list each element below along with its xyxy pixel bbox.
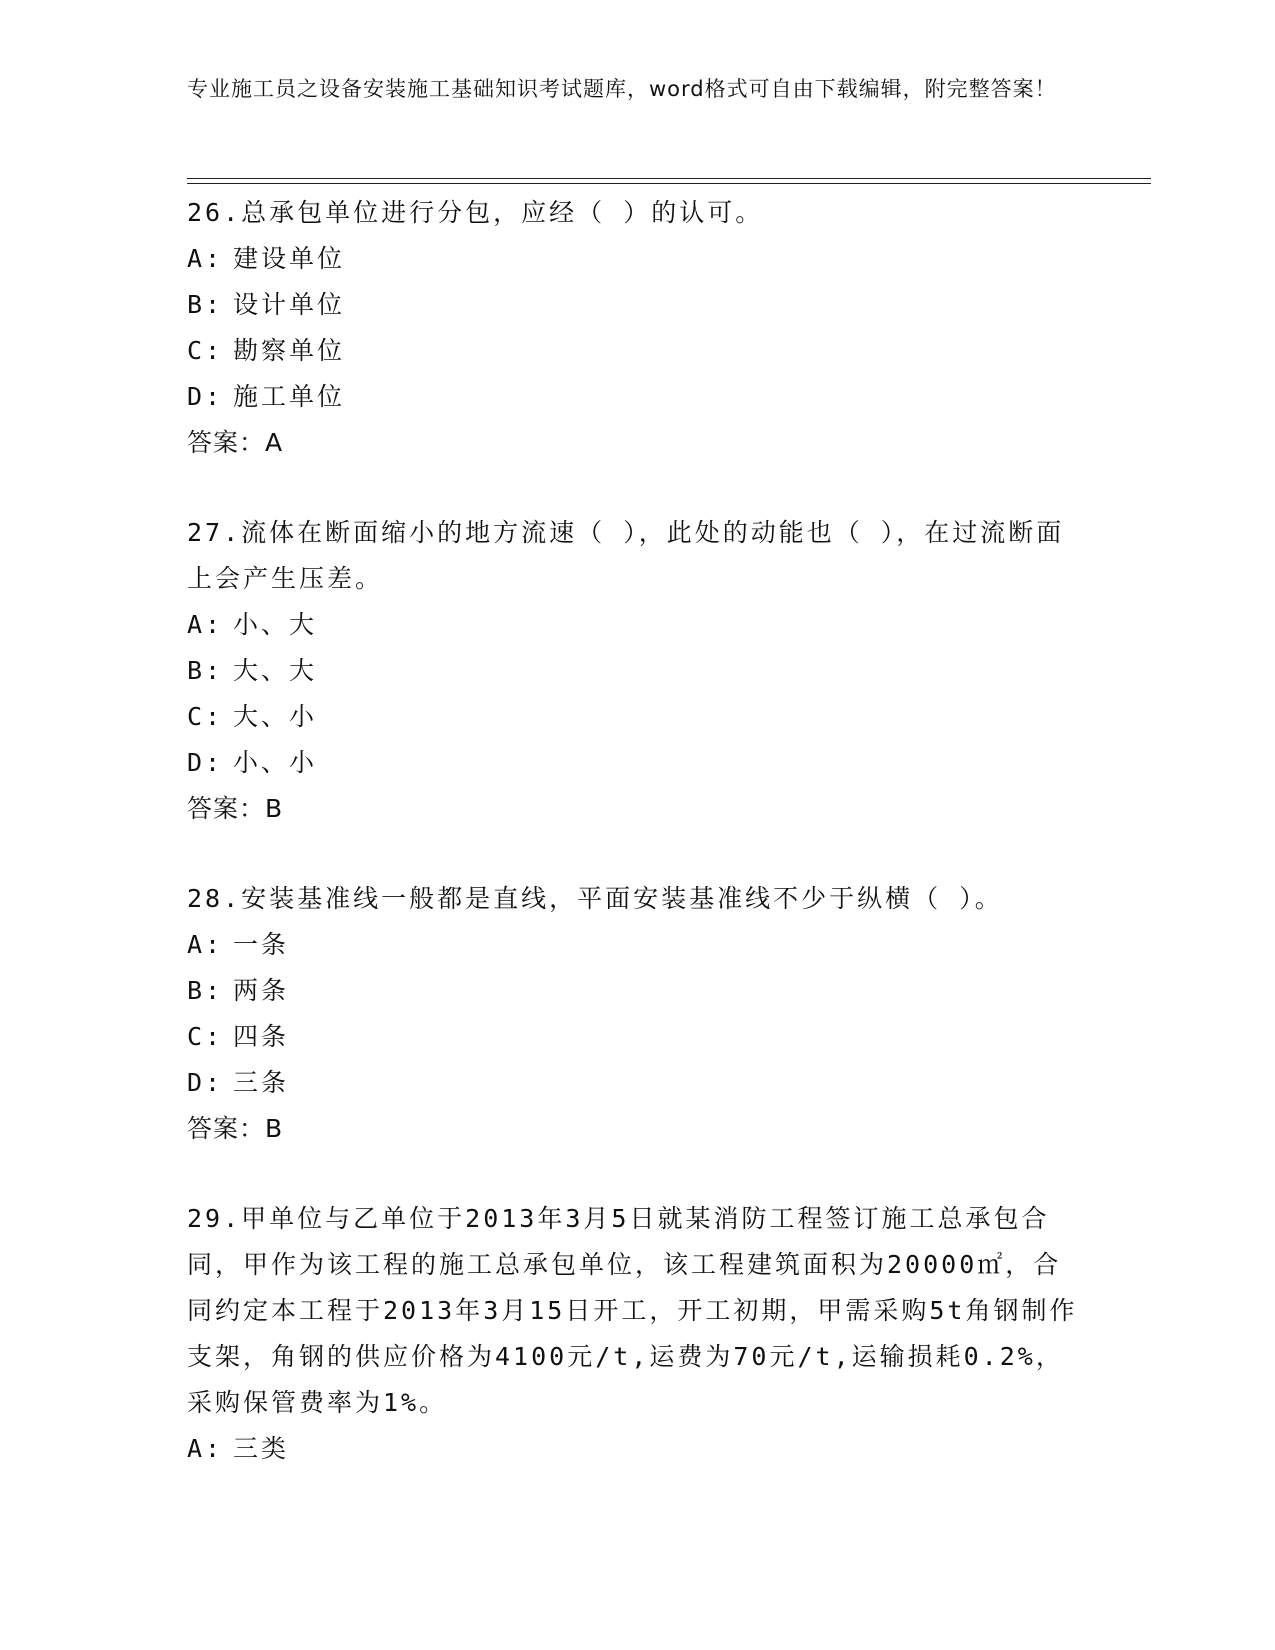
option-a xyxy=(187,922,1087,968)
option-label: A: xyxy=(187,930,224,959)
option-c xyxy=(187,694,1087,740)
option-label: A: xyxy=(187,610,224,639)
option-text: 小、小 xyxy=(233,748,318,777)
document-header: 专业施工员之设备安装施工基础知识考试题库，word格式可自由下载编辑，附完整答案！ xyxy=(187,77,1057,101)
option-label: A: xyxy=(187,244,224,273)
option-d xyxy=(187,740,1087,786)
option-text: 三条 xyxy=(233,1068,290,1097)
option-label: D: xyxy=(187,1068,224,1097)
question-27 xyxy=(187,510,1087,832)
option-label: C: xyxy=(187,702,224,731)
option-text: 小、大 xyxy=(233,610,318,639)
option-label: B: xyxy=(187,290,224,319)
question-28 xyxy=(187,876,1087,1152)
option-label: B: xyxy=(187,656,224,685)
option-d xyxy=(187,374,1087,420)
option-label: C: xyxy=(187,1022,224,1051)
answer-line: 答案：B xyxy=(187,1114,284,1143)
option-c xyxy=(187,1014,1087,1060)
option-text: 四条 xyxy=(233,1022,290,1051)
option-label: A: xyxy=(187,1434,224,1463)
header-rule-top xyxy=(187,178,1151,179)
question-stem: 27.流体在断面缩小的地方流速（ ），此处的动能也（ ），在过流断面上会产生压差。 xyxy=(187,518,1065,593)
option-a xyxy=(187,1426,1087,1472)
option-b xyxy=(187,648,1087,694)
option-text: 两条 xyxy=(233,976,290,1005)
option-label: B: xyxy=(187,976,224,1005)
option-text: 建设单位 xyxy=(233,244,346,273)
option-a xyxy=(187,602,1087,648)
option-text: 大、大 xyxy=(233,656,318,685)
answer-line: 答案：A xyxy=(187,428,284,457)
answer-line: 答案：B xyxy=(187,794,284,823)
option-label: D: xyxy=(187,748,224,777)
option-a xyxy=(187,236,1087,282)
option-b xyxy=(187,282,1087,328)
option-text: 设计单位 xyxy=(233,290,346,319)
question-stem: 26.总承包单位进行分包，应经（ ）的认可。 xyxy=(187,198,764,227)
header-rule-bottom xyxy=(187,183,1151,184)
option-label: C: xyxy=(187,336,224,365)
question-stem: 28.安装基准线一般都是直线，平面安装基准线不少于纵横（ ）。 xyxy=(187,884,1003,913)
option-c xyxy=(187,328,1087,374)
option-text: 施工单位 xyxy=(233,382,346,411)
option-b xyxy=(187,968,1087,1014)
question-29 xyxy=(187,1196,1087,1472)
option-text: 勘察单位 xyxy=(233,336,346,365)
option-text: 一条 xyxy=(233,930,290,959)
question-stem: 29.甲单位与乙单位于2013年3月5日就某消防工程签订施工总承包合同，甲作为该工程的施工总承包单位，该工程建筑面积为20000㎡，合同约定本工程于2013年3月15日开工，开工初期，甲需采购5t角钢制作支架，角钢的供应价格为4100元/t,运费为70元/t,运输损耗0.2%，采购保管费率为1%。 xyxy=(187,1204,1078,1417)
option-text: 三类 xyxy=(233,1434,290,1463)
question-list xyxy=(187,190,1087,1516)
option-d xyxy=(187,1060,1087,1106)
option-label: D: xyxy=(187,382,224,411)
question-26 xyxy=(187,190,1087,466)
option-text: 大、小 xyxy=(233,702,318,731)
